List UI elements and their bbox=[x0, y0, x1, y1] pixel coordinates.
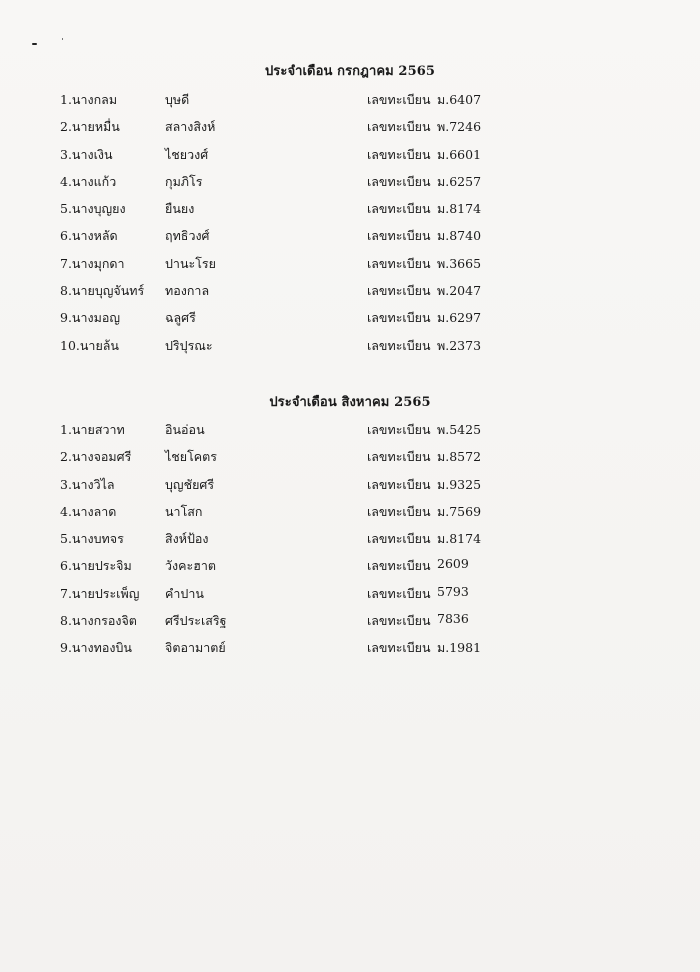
list-item bbox=[0, 226, 700, 253]
last-name: บุญชัยศรี bbox=[165, 476, 215, 492]
registration-number: พ.7246 bbox=[437, 119, 482, 135]
list-item bbox=[0, 556, 700, 583]
scan-speck bbox=[62, 38, 63, 40]
list-item bbox=[0, 145, 700, 172]
list-item bbox=[0, 199, 700, 226]
first-name: 10.นายล้น bbox=[60, 337, 119, 353]
last-name: กุมภิโร bbox=[165, 173, 203, 189]
first-name: 6.นายประจิม bbox=[60, 558, 132, 574]
last-name: จิตอามาตย์ bbox=[165, 640, 226, 656]
list-item bbox=[0, 420, 700, 447]
last-name: ไชยวงศ์ bbox=[165, 146, 209, 162]
registration-number: ม.8174 bbox=[437, 531, 482, 547]
list-item bbox=[0, 475, 700, 502]
list-item bbox=[0, 308, 700, 335]
list-item bbox=[0, 638, 700, 665]
first-name: 4.นางลาด bbox=[60, 503, 117, 519]
registration-number: ม.8740 bbox=[437, 228, 482, 244]
registration-label: เลขทะเบียน bbox=[367, 337, 431, 353]
first-name: 2.นายหมื่น bbox=[60, 119, 120, 135]
registration-number: 7836 bbox=[437, 611, 469, 627]
registration-number: ม.8572 bbox=[437, 449, 482, 465]
member-list-august bbox=[0, 420, 700, 666]
registration-number: พ.2047 bbox=[437, 283, 482, 299]
list-item bbox=[0, 281, 700, 308]
registration-number: พ.5425 bbox=[437, 422, 482, 437]
last-name: ทองกาล bbox=[165, 283, 210, 299]
registration-number: ม.1981 bbox=[437, 640, 482, 656]
last-name: สลางสิงห์ bbox=[165, 119, 216, 135]
last-name: นาโสก bbox=[165, 503, 203, 519]
first-name: 8.นางกรองจิต bbox=[60, 613, 137, 629]
scan-speck bbox=[32, 43, 37, 45]
registration-label: เลขทะเบียน bbox=[367, 173, 431, 189]
registration-label: เลขทะเบียน bbox=[367, 585, 431, 601]
first-name: 7.นางมุกดา bbox=[60, 255, 125, 271]
first-name: 5.นางบทจร bbox=[60, 531, 124, 547]
first-name: 8.นายบุญจันทร์ bbox=[60, 283, 145, 299]
first-name: 5.นางบุญยง bbox=[60, 201, 126, 217]
list-item bbox=[0, 611, 700, 638]
registration-label: เลขทะเบียน bbox=[367, 449, 431, 465]
list-item bbox=[0, 336, 700, 363]
list-item bbox=[0, 584, 700, 611]
registration-number: ม.8174 bbox=[437, 201, 482, 217]
last-name: บุษดี bbox=[165, 92, 190, 107]
last-name: สิงห์ป้อง bbox=[165, 531, 209, 547]
registration-label: เลขทะเบียน bbox=[367, 531, 431, 547]
registration-label: เลขทะเบียน bbox=[367, 228, 431, 244]
registration-number: 2609 bbox=[437, 556, 469, 572]
registration-number: ม.7569 bbox=[437, 503, 482, 519]
registration-label: เลขทะเบียน bbox=[367, 201, 431, 217]
registration-number: ม.6297 bbox=[437, 310, 482, 326]
last-name: ไชยโคตร bbox=[165, 449, 218, 465]
registration-number: ม.6601 bbox=[437, 146, 482, 162]
last-name: ฤทธิวงศ์ bbox=[165, 228, 210, 244]
first-name: 1.นางกลม bbox=[60, 92, 118, 107]
registration-label: เลขทะเบียน bbox=[367, 422, 431, 437]
section-title-august: ประจำเดือน สิงหาคม 2565 bbox=[269, 395, 431, 410]
registration-label: เลขทะเบียน bbox=[367, 558, 431, 574]
member-list-july bbox=[0, 90, 700, 363]
last-name: ฉลูศรี bbox=[165, 310, 196, 326]
list-item bbox=[0, 502, 700, 529]
list-item bbox=[0, 117, 700, 144]
last-name: อินอ่อน bbox=[165, 422, 205, 437]
last-name: ปานะโรย bbox=[165, 255, 216, 271]
section-title-july: ประจำเดือน กรกฎาคม 2565 bbox=[264, 64, 436, 79]
registration-number: ม.9325 bbox=[437, 476, 482, 492]
registration-label: เลขทะเบียน bbox=[367, 503, 431, 519]
registration-label: เลขทะเบียน bbox=[367, 476, 431, 492]
registration-number: ม.6407 bbox=[437, 92, 482, 107]
first-name: 4.นางแก้ว bbox=[60, 173, 117, 189]
first-name: 3.นางวิไล bbox=[60, 476, 115, 492]
registration-label: เลขทะเบียน bbox=[367, 613, 431, 629]
registration-number: พ.3665 bbox=[437, 255, 482, 271]
last-name: ปริปุรณะ bbox=[165, 337, 213, 353]
registration-number: พ.2373 bbox=[437, 337, 482, 353]
first-name: 2.นางจอมศรี bbox=[60, 449, 132, 465]
registration-label: เลขทะเบียน bbox=[367, 310, 431, 326]
registration-label: เลขทะเบียน bbox=[367, 92, 431, 107]
registration-label: เลขทะเบียน bbox=[367, 146, 431, 162]
last-name: ยืนยง bbox=[165, 201, 195, 217]
registration-label: เลขทะเบียน bbox=[367, 283, 431, 299]
last-name: วังคะฮาต bbox=[165, 558, 216, 574]
list-item bbox=[0, 254, 700, 281]
list-item bbox=[0, 447, 700, 474]
registration-label: เลขทะเบียน bbox=[367, 119, 431, 135]
registration-number: 5793 bbox=[437, 583, 469, 599]
registration-number: ม.6257 bbox=[437, 173, 482, 189]
first-name: 3.นางเงิน bbox=[60, 146, 113, 162]
first-name: 1.นายสวาท bbox=[60, 422, 125, 437]
list-item bbox=[0, 90, 700, 117]
registration-label: เลขทะเบียน bbox=[367, 255, 431, 271]
first-name: 9.นางทองบิน bbox=[60, 640, 132, 656]
list-item bbox=[0, 529, 700, 556]
last-name: ศรีประเสริฐ bbox=[165, 613, 227, 629]
first-name: 9.นางมอญ bbox=[60, 310, 120, 326]
list-item bbox=[0, 172, 700, 199]
first-name: 7.นายประเพ็ญ bbox=[60, 585, 140, 601]
registration-label: เลขทะเบียน bbox=[367, 640, 431, 656]
first-name: 6.นางหลัด bbox=[60, 228, 118, 244]
last-name: คำปาน bbox=[165, 585, 204, 601]
